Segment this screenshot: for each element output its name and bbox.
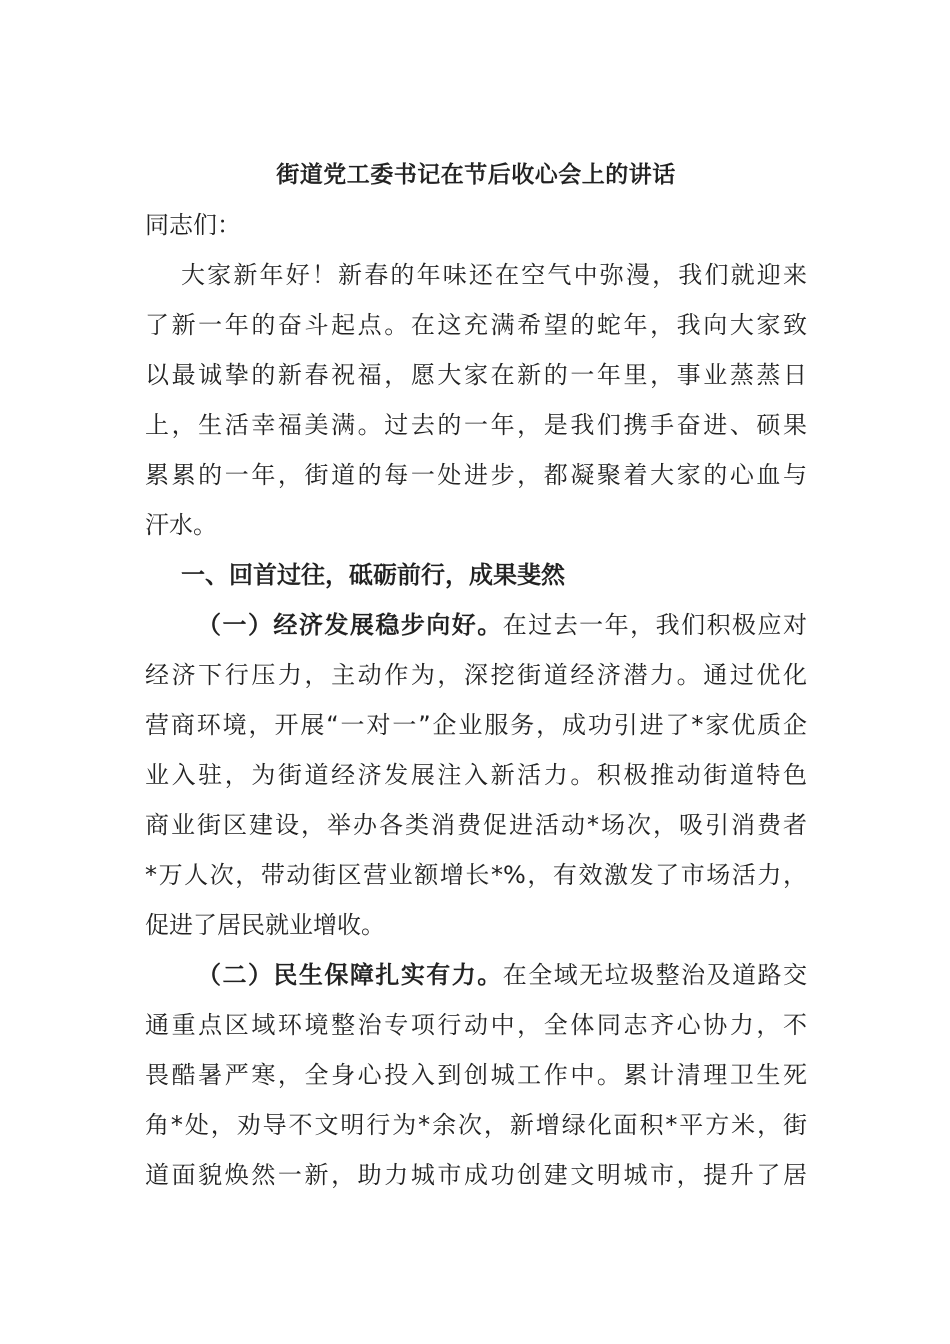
subsection-livelihood — [145, 950, 807, 1200]
intro-line: 了新一年的奋斗起点。在这充满希望的蛇年，我向大家致 — [145, 311, 807, 339]
subsection-heading: （一）经济发展稳步向好。 — [197, 611, 503, 639]
intro-line: 汗水。 — [145, 511, 217, 539]
body-line: 畏酷暑严寒，全身心投入到创城工作中。累计清理卫生死 — [145, 1061, 807, 1089]
subsection-first-line — [145, 600, 807, 650]
subsection-economy — [145, 600, 807, 950]
subsection-heading: （二）民生保障扎实有力。 — [197, 961, 503, 989]
body-line: 促进了居民就业增收。 — [145, 911, 385, 939]
body-line: *万人次，带动街区营业额增长*%，有效激发了市场活力， — [145, 861, 807, 889]
body-line: 商业街区建设，举办各类消费促进活动*场次，吸引消费者 — [145, 811, 807, 839]
subsection-text: 在过去一年，我们积极应对 — [502, 611, 808, 639]
intro-paragraph — [145, 250, 807, 550]
subsection-text: 在全域无垃圾整治及道路交 — [502, 961, 808, 989]
intro-line: 大家新年好！新春的年味还在空气中弥漫，我们就迎来 — [181, 261, 807, 289]
intro-line: 上，生活幸福美满。过去的一年，是我们携手奋进、硕果 — [145, 411, 807, 439]
body-line: 经济下行压力，主动作为，深挖街道经济潜力。通过优化 — [145, 661, 807, 689]
subsection-first-line — [145, 950, 807, 1000]
body-line: 通重点区域环境整治专项行动中，全体同志齐心协力，不 — [145, 1011, 807, 1039]
body-line: 道面貌焕然一新，助力城市成功创建文明城市，提升了居 — [145, 1161, 807, 1189]
document-title: 街道党工委书记在节后收心会上的讲话 — [276, 162, 676, 188]
salutation: 同志们： — [145, 211, 241, 239]
body-line: 业入驻，为街道经济发展注入新活力。积极推动街道特色 — [145, 761, 807, 789]
intro-line: 以最诚挚的新春祝福，愿大家在新的一年里，事业蒸蒸日 — [145, 361, 807, 389]
section-heading: 一、回首过往，砥砺前行，成果斐然 — [181, 561, 565, 589]
body-line: 角*处，劝导不文明行为*余次，新增绿化面积*平方米，街 — [145, 1111, 807, 1139]
document-page — [145, 150, 807, 1200]
intro-line: 累累的一年，街道的每一处进步，都凝聚着大家的心血与 — [145, 461, 807, 489]
body-line: 营商环境，开展“一对一”企业服务，成功引进了*家优质企 — [145, 711, 807, 739]
